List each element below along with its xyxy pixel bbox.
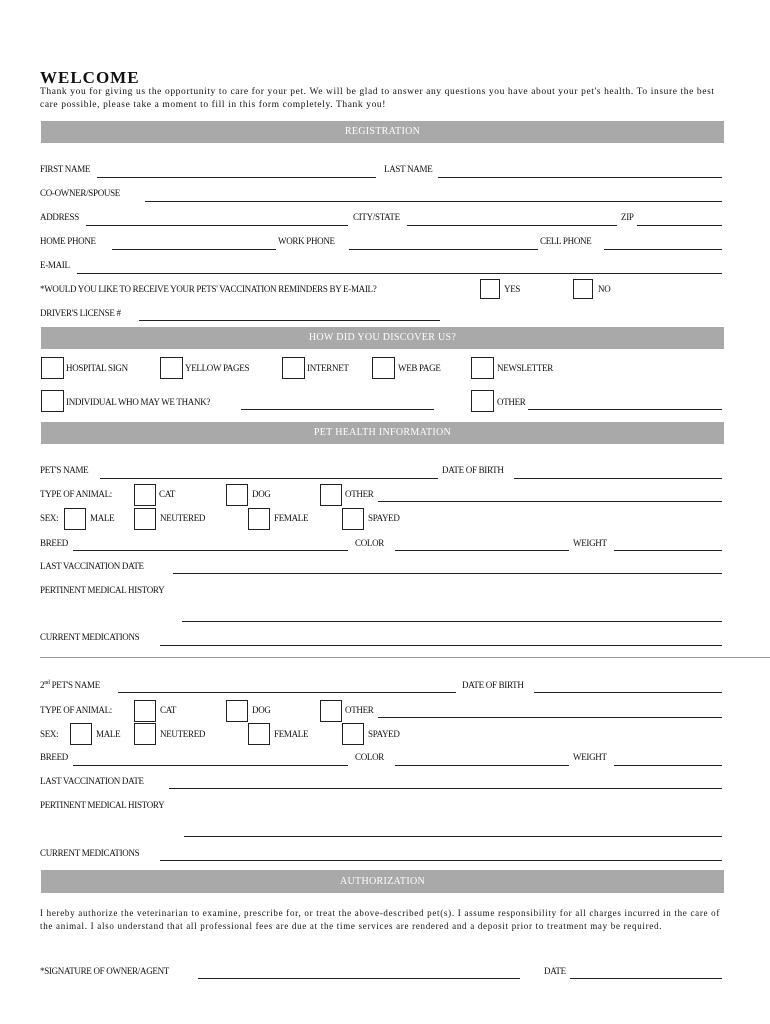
hospital-sign-checkbox[interactable]: [41, 357, 64, 379]
internet-checkbox[interactable]: [282, 357, 305, 379]
pet2-color-field[interactable]: [395, 765, 569, 766]
co-owner-field[interactable]: [145, 201, 722, 202]
pet2-breed-field[interactable]: [73, 765, 348, 766]
pet2-sex-label: SEX:: [40, 729, 59, 739]
pet1-cat-label: CAT: [159, 489, 176, 499]
pet1-male-label: MALE: [90, 513, 115, 523]
pet1-history-label: PERTINENT MEDICAL HISTORY: [40, 585, 165, 595]
pet2-type-label: TYPE OF ANIMAL:: [40, 705, 113, 715]
web-page-label: WEB PAGE: [398, 363, 441, 373]
reminders-no-label: NO: [598, 284, 611, 294]
last-name-field[interactable]: [438, 177, 722, 178]
intro-text: Thank you for giving us the opportunity to care for your pet. We will be glad to answer any questions you have about your pet's health. To insure the best care possible, please take a moment to fill in this form completely. Thank you!: [40, 87, 715, 110]
work-phone-label: WORK PHONE: [278, 236, 335, 246]
pet1-name-label: PET'S NAME: [40, 465, 89, 475]
pet2-other-label: OTHER: [345, 705, 374, 715]
pet2-dob-label: DATE OF BIRTH: [462, 680, 524, 690]
email-field[interactable]: [77, 273, 722, 274]
pet1-dog-checkbox[interactable]: [226, 484, 248, 506]
pet1-medications-field[interactable]: [160, 645, 722, 646]
pet1-type-label: TYPE OF ANIMAL:: [40, 489, 113, 499]
pet1-neutered-label: NEUTERED: [160, 513, 206, 523]
newsletter-label: NEWSLETTER: [497, 363, 553, 373]
reminders-yes-checkbox[interactable]: [480, 279, 500, 299]
newsletter-checkbox[interactable]: [471, 357, 494, 379]
pet1-medications-label: CURRENT MEDICATIONS: [40, 632, 140, 642]
pet2-history-label: PERTINENT MEDICAL HISTORY: [40, 800, 165, 810]
pet1-spayed-checkbox[interactable]: [342, 508, 364, 530]
pet1-spayed-label: SPAYED: [368, 513, 400, 523]
work-phone-field[interactable]: [349, 249, 538, 250]
pet1-color-label: COLOR: [355, 538, 385, 548]
pet-health-heading: PET HEALTH INFORMATION: [41, 422, 724, 444]
cell-phone-label: CELL PHONE: [540, 236, 592, 246]
pet2-dog-checkbox[interactable]: [226, 700, 248, 722]
pet1-color-field[interactable]: [395, 550, 569, 551]
address-field[interactable]: [86, 225, 348, 226]
pet2-vaccination-field[interactable]: [169, 788, 722, 789]
pet2-name-label: 2nd PET'S NAME: [40, 680, 100, 690]
pet1-name-field[interactable]: [100, 478, 438, 479]
page-title: WELCOME: [40, 68, 140, 87]
yellow-pages-checkbox[interactable]: [160, 357, 183, 379]
pet2-female-label: FEMALE: [274, 729, 309, 739]
pet1-other-label: OTHER: [345, 489, 374, 499]
individual-label: INDIVIDUAL WHO MAY WE THANK?: [66, 397, 211, 407]
first-name-label: FIRST NAME: [40, 164, 91, 174]
individual-field[interactable]: [241, 409, 434, 410]
pet1-vaccination-label: LAST VACCINATION DATE: [40, 561, 144, 571]
address-label: ADDRESS: [40, 212, 79, 222]
drivers-license-field[interactable]: [139, 320, 440, 321]
signature-label: *SIGNATURE OF OWNER/AGENT: [40, 966, 169, 976]
pet1-female-checkbox[interactable]: [248, 508, 270, 530]
internet-label: INTERNET: [307, 363, 349, 373]
pet2-spayed-label: SPAYED: [368, 729, 400, 739]
pet2-spayed-checkbox[interactable]: [342, 723, 364, 745]
authorization-heading: AUTHORIZATION: [41, 870, 724, 893]
hospital-sign-label: HOSPITAL SIGN: [66, 363, 128, 373]
pet1-dog-label: DOG: [252, 489, 271, 499]
pet1-neutered-checkbox[interactable]: [134, 508, 156, 530]
individual-checkbox[interactable]: [41, 390, 64, 412]
pet2-weight-label: WEIGHT: [573, 752, 607, 762]
pet1-dob-label: DATE OF BIRTH: [442, 465, 504, 475]
last-name-label: LAST NAME: [384, 164, 433, 174]
discover-heading: HOW DID YOU DISCOVER US?: [41, 327, 724, 349]
drivers-license-label: DRIVER'S LICENSE #: [40, 308, 121, 318]
pet2-name-field[interactable]: [118, 692, 456, 693]
pet1-breed-label: BREED: [40, 538, 69, 548]
pet1-female-label: FEMALE: [274, 513, 309, 523]
pet2-color-label: COLOR: [355, 752, 385, 762]
pet2-vaccination-label: LAST VACCINATION DATE: [40, 776, 144, 786]
yellow-pages-label: YELLOW PAGES: [185, 363, 250, 373]
web-page-checkbox[interactable]: [372, 357, 395, 379]
pet1-other-checkbox[interactable]: [320, 484, 342, 506]
pet2-history-field[interactable]: [184, 836, 722, 837]
section-divider: [40, 657, 770, 658]
pet2-neutered-label: NEUTERED: [160, 729, 206, 739]
zip-field[interactable]: [637, 225, 722, 226]
first-name-field[interactable]: [97, 177, 376, 178]
pet2-dog-label: DOG: [252, 705, 271, 715]
other-source-field[interactable]: [528, 409, 722, 410]
signature-date-field[interactable]: [570, 978, 722, 979]
email-label: E-MAIL: [40, 260, 70, 270]
signature-field[interactable]: [198, 978, 520, 979]
other-source-label: OTHER: [497, 397, 526, 407]
pet2-medications-label: CURRENT MEDICATIONS: [40, 848, 140, 858]
authorization-text: I hereby authorize the veterinarian to examine, prescribe for, or treat the above-described pet(s). I assume responsibility for all charges incurred in the care of the animal. I also understand that all professional fees are due at the time services are rendered and a deposit prior to treatment may be required.: [40, 908, 721, 931]
pet2-other-field[interactable]: [378, 717, 722, 718]
reminders-question: *WOULD YOU LIKE TO RECEIVE YOUR PETS' VACCINATION REMINDERS BY E-MAIL?: [40, 284, 377, 294]
home-phone-field[interactable]: [112, 249, 276, 250]
pet1-weight-label: WEIGHT: [573, 538, 607, 548]
pet2-weight-field[interactable]: [614, 765, 722, 766]
pet1-dob-field[interactable]: [514, 478, 722, 479]
pet2-other-checkbox[interactable]: [320, 700, 342, 722]
pet2-dob-field[interactable]: [534, 692, 722, 693]
pet1-cat-checkbox[interactable]: [134, 484, 156, 506]
pet1-breed-field[interactable]: [73, 550, 348, 551]
city-state-label: CITY/STATE: [353, 212, 400, 222]
pet2-cat-label: CAT: [160, 705, 177, 715]
home-phone-label: HOME PHONE: [40, 236, 96, 246]
pet2-male-checkbox[interactable]: [70, 723, 92, 745]
reminders-yes-label: YES: [504, 284, 521, 294]
pet1-history-field[interactable]: [182, 621, 722, 622]
pet2-cat-checkbox[interactable]: [134, 700, 156, 722]
pet1-sex-label: SEX:: [40, 513, 59, 523]
pet1-male-checkbox[interactable]: [64, 508, 86, 530]
reminders-no-checkbox[interactable]: [573, 279, 593, 299]
city-state-field[interactable]: [407, 225, 617, 226]
pet2-medications-field[interactable]: [160, 860, 722, 861]
pet1-vaccination-field[interactable]: [173, 573, 722, 574]
other-source-checkbox[interactable]: [471, 390, 494, 412]
pet1-weight-field[interactable]: [614, 550, 722, 551]
pet2-neutered-checkbox[interactable]: [134, 723, 156, 745]
zip-label: ZIP: [621, 212, 634, 222]
registration-heading: REGISTRATION: [41, 121, 724, 143]
co-owner-label: CO-OWNER/SPOUSE: [40, 188, 121, 198]
pet2-breed-label: BREED: [40, 752, 69, 762]
pet2-male-label: MALE: [96, 729, 121, 739]
cell-phone-field[interactable]: [604, 249, 722, 250]
pet1-other-field[interactable]: [378, 501, 722, 502]
signature-date-label: DATE: [544, 966, 566, 976]
pet2-female-checkbox[interactable]: [248, 723, 270, 745]
